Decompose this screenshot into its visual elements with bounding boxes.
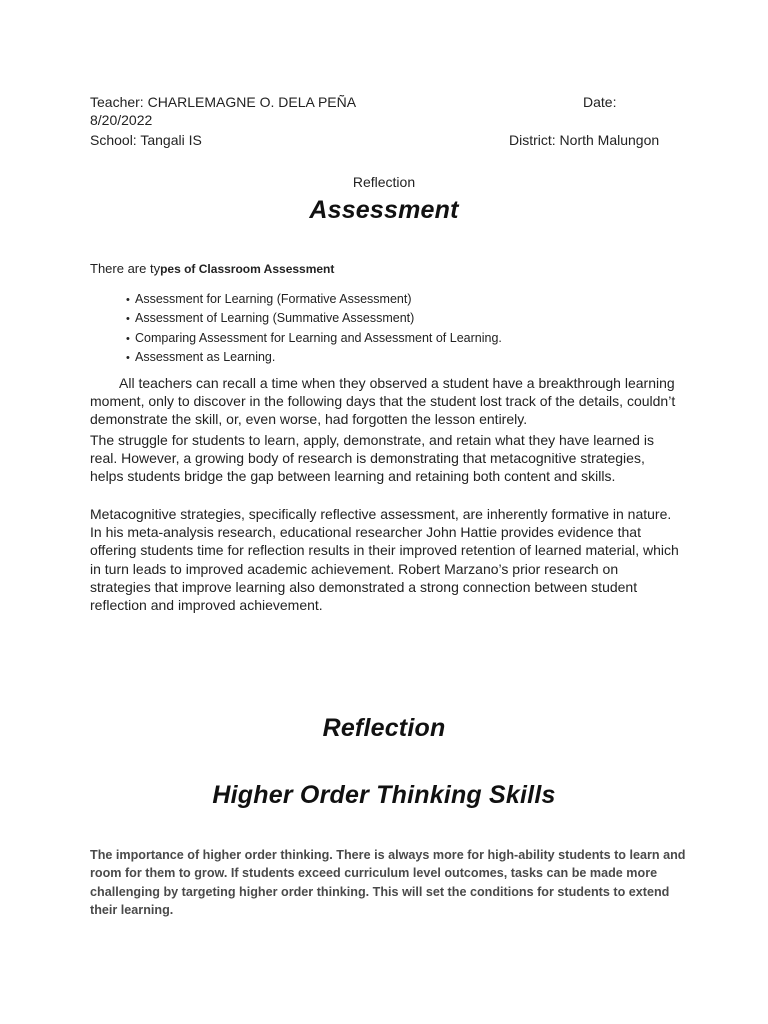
- list-item-text: Assessment of Learning (Summative Assessment): [135, 311, 415, 326]
- bullet-icon: •: [126, 294, 130, 306]
- district-name: District: North Malungon: [509, 132, 660, 148]
- paragraph-higher-order: The importance of higher order thinking. There is always more for high-ability students to learn and room for them to grow. If students exceed curriculum level outcomes, tasks can be made more challenging by targeting higher order thinking. This will set the conditions for students to extend their learning.: [90, 848, 686, 918]
- bullet-icon: •: [126, 313, 130, 326]
- list-item-text: Assessment as Learning.: [135, 350, 276, 365]
- list-item: [126, 329, 502, 348]
- teacher-name: Teacher: CHARLEMAGNE O. DELA PEÑA: [90, 94, 357, 110]
- list-item-text: Assessment for Learning (Formative Assessment): [135, 292, 412, 306]
- list-item: [126, 348, 502, 367]
- bullet-icon: •: [126, 332, 130, 345]
- bullet-icon: •: [126, 352, 130, 365]
- list-item: [126, 309, 502, 328]
- section-title-hots: Higher Order Thinking Skills: [212, 781, 556, 809]
- intro-bold: pes of Classroom Assessment: [160, 262, 335, 276]
- date-value: 8/20/2022: [90, 112, 153, 128]
- paragraph-breakthrough: All teachers can recall a time when they observed a student have a breakthrough learning moment, only to discover in the following days that the student lost track of the details, couldn’t demonstrate the skill, or, even worse, had forgotten the lesson entirely.: [90, 375, 676, 428]
- school-name: School: Tangali IS: [90, 132, 202, 148]
- list-item: [126, 290, 502, 309]
- section-title-assessment: Assessment: [309, 196, 459, 224]
- assessment-types-list: [126, 290, 502, 368]
- paragraph-struggle: The struggle for students to learn, apply, demonstrate, and retain what they have learned is real. However, a growing body of research is demonstrating that metacognitive strategies, helps students bridge the gap between learning and retaining both content and skills.: [90, 432, 654, 485]
- list-item-text: Comparing Assessment for Learning and Assessment of Learning.: [135, 330, 502, 345]
- section-subtitle-reflection: Reflection: [352, 174, 416, 190]
- date-label: Date:: [583, 94, 617, 110]
- intro-line: [90, 261, 334, 276]
- intro-prefix: There are ty: [90, 261, 161, 276]
- paragraph-metacognitive: Metacognitive strategies, specifically reflective assessment, are inherently formative in nature. In his meta-analysis research, educational researcher John Hattie provides evidence that offering students time for reflection results in their improved retention of learned material, which in turn leads to improved academic achievement. Robert Marzano’s prior research on strategies that improve learning also demonstrated a strong connection between student reflection and improved achievement.: [90, 506, 679, 614]
- section-title-reflection: Reflection: [322, 714, 446, 742]
